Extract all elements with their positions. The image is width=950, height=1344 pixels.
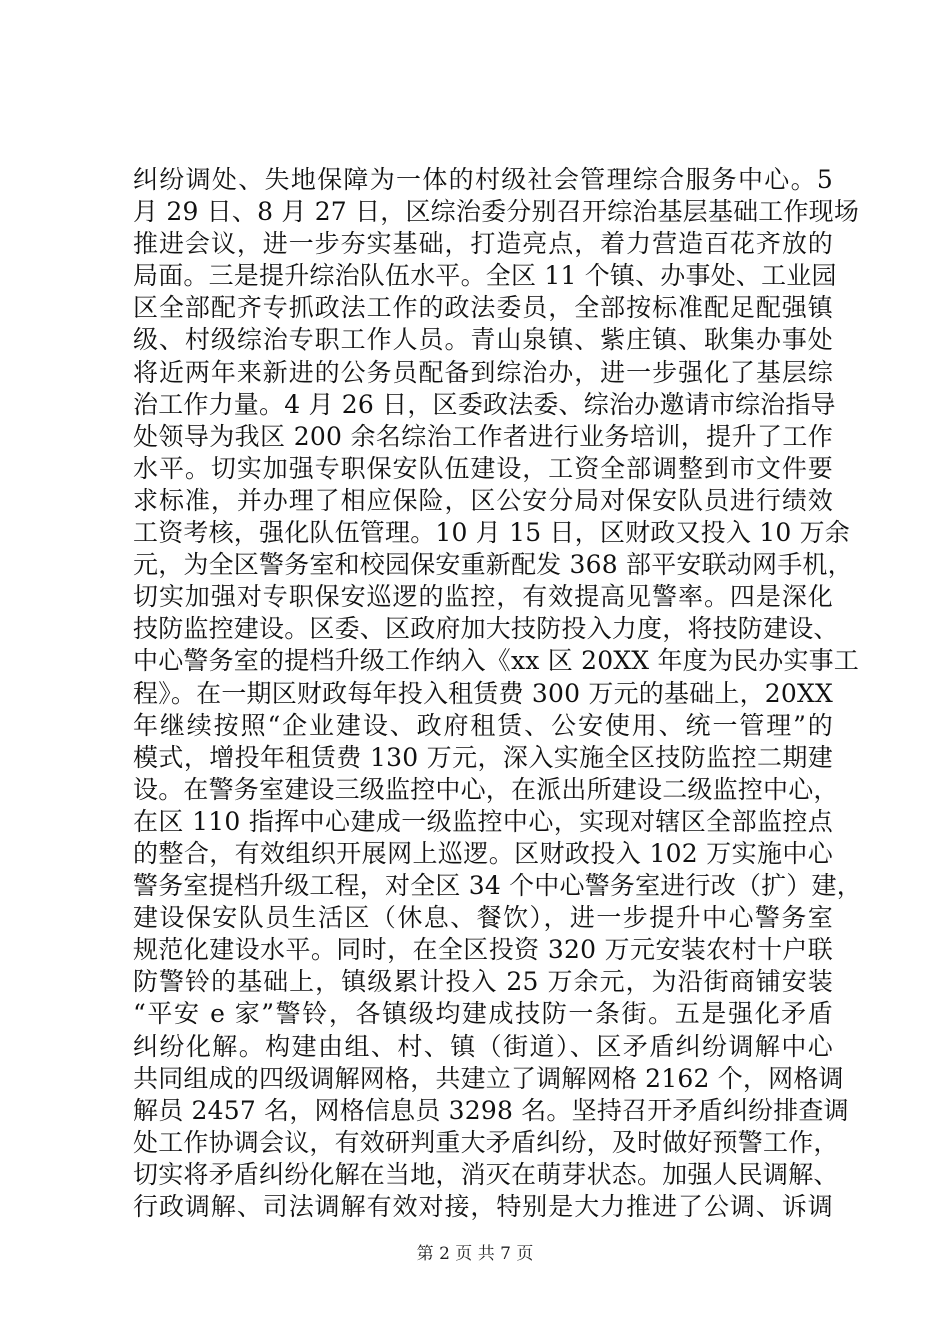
body-line: 设。在警务室建设三级监控中心，在派出所建设二级监控中心，	[133, 774, 839, 804]
body-line: 级、村级综治专职工作人员。青山泉镇、紫庄镇、耿集办事处	[133, 325, 833, 355]
body-line: 求标准，并办理了相应保险，区公安分局对保安队员进行绩效	[133, 485, 833, 515]
body-line: 技防监控建设。区委、区政府加大技防投入力度，将技防建设、	[133, 614, 839, 644]
body-line: 在区 110 指挥中心建成一级监控中心，实现对辖区全部监控点	[133, 806, 833, 836]
body-line: “平安 e 家”警铃，各镇级均建成技防一条街。五是强化矛盾	[133, 999, 833, 1029]
body-line: 程》。在一期区财政每年投入租赁费 300 万元的基础上，20XX	[133, 678, 833, 708]
body-line: 切实将矛盾纠纷化解在当地，消灭在萌芽状态。加强人民调解、	[133, 1159, 839, 1189]
body-line: 年继续按照“企业建设、政府租赁、公安使用、统一管理”的	[133, 710, 833, 740]
body-line: 纠纷化解。构建由组、村、镇（街道）、区矛盾纠纷调解中心	[133, 1031, 833, 1061]
body-line: 将近两年来新进的公务员配备到综治办，进一步强化了基层综	[133, 357, 833, 387]
document-body	[133, 164, 862, 1223]
body-line: 治工作力量。4 月 26 日，区委政法委、综治办邀请市综治指导	[133, 389, 836, 419]
body-line: 区全部配齐专抓政法工作的政法委员，全部按标准配足配强镇	[133, 293, 833, 323]
body-line: 模式，增投年租赁费 130 万元，深入实施全区技防监控二期建	[133, 742, 833, 772]
body-line: 警务室提档升级工程，对全区 34 个中心警务室进行改（扩）建，	[133, 871, 862, 901]
body-line: 局面。三是提升综治队伍水平。全区 11 个镇、办事处、工业园	[133, 261, 837, 291]
body-line: 处领导为我区 200 余名综治工作者进行业务培训，提升了工作	[133, 421, 833, 451]
body-line: 月 29 日、8 月 27 日，区综治委分别召开综治基层基础工作现场	[133, 197, 860, 227]
body-line: 建设保安队员生活区（休息、餐饮），进一步提升中心警务室	[133, 903, 833, 933]
body-line: 共同组成的四级调解网格，共建立了调解网格 2162 个，网格调	[133, 1063, 844, 1093]
body-line: 切实加强对专职保安巡逻的监控，有效提高见警率。四是深化	[133, 582, 833, 612]
body-line: 的整合，有效组织开展网上巡逻。区财政投入 102 万实施中心	[133, 838, 833, 868]
body-line: 规范化建设水平。同时，在全区投资 320 万元安装农村十户联	[133, 935, 833, 965]
body-line: 纠纷调处、失地保障为一体的村级社会管理综合服务中心。5	[133, 165, 833, 194]
body-line: 防警铃的基础上，镇级累计投入 25 万余元，为沿街商铺安装	[133, 967, 833, 997]
body-line: 元，为全区警务室和校园保安重新配发 368 部平安联动网手机，	[133, 550, 853, 580]
body-line: 处工作协调会议，有效研判重大矛盾纠纷，及时做好预警工作，	[133, 1127, 839, 1157]
page-number-footer: 第 2 页 共 7 页	[416, 1244, 534, 1264]
body-line: 水平。切实加强专职保安队伍建设，工资全部调整到市文件要	[133, 453, 833, 483]
body-line: 推进会议，进一步夯实基础，打造亮点，着力营造百花齐放的	[133, 229, 833, 259]
body-line: 中心警务室的提档升级工作纳入《xx 区 20XX 年度为民办实事工	[133, 646, 860, 676]
body-line: 行政调解、司法调解有效对接，特别是大力推进了公调、诉调	[133, 1192, 833, 1221]
body-line: 工资考核，强化队伍管理。10 月 15 日，区财政又投入 10 万余	[133, 518, 850, 548]
body-line: 解员 2457 名，网格信息员 3298 名。坚持召开矛盾纠纷排查调	[133, 1095, 849, 1125]
